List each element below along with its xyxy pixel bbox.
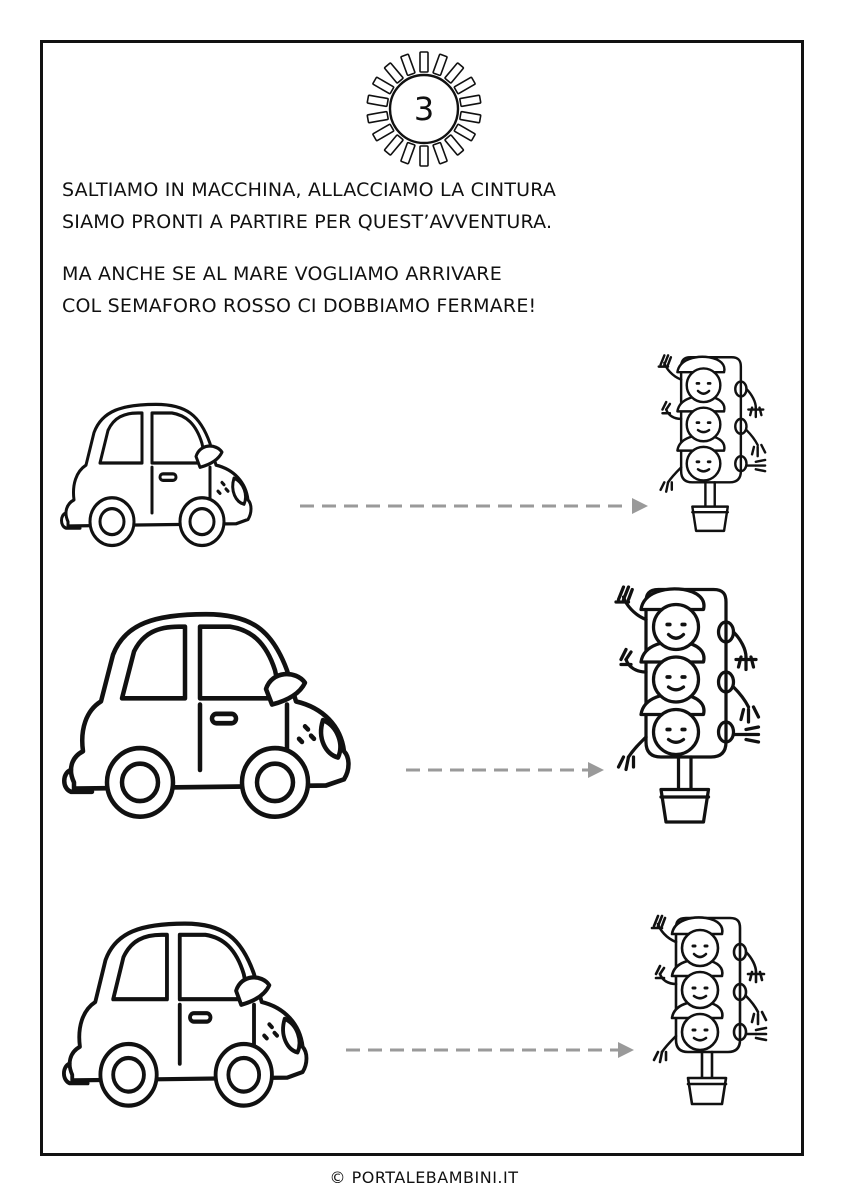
rhyme-line: SIAMO PRONTI A PARTIRE PER QUEST’AVVENTURA.: [62, 211, 553, 233]
dashed-arrow-icon: [404, 760, 606, 780]
rhyme-line: MA ANCHE SE AL MARE VOGLIAMO ARRIVARE: [62, 263, 502, 285]
car-icon: [60, 400, 260, 552]
page-number: 3: [413, 90, 435, 128]
rhyme-line: COL SEMAFORO ROSSO CI DOBBIAMO FERMARE!: [62, 295, 537, 317]
car-icon: [62, 918, 318, 1114]
footer-copyright: © PORTALEBAMBINI.IT: [329, 1168, 519, 1187]
car-icon: [62, 608, 362, 826]
dashed-arrow-icon: [344, 1040, 636, 1060]
traffic-light-icon: [610, 582, 762, 832]
rhyme-stanza-1: [62, 174, 762, 238]
traffic-light-icon: [655, 350, 767, 540]
page-number-badge: [365, 50, 483, 168]
rhyme-stanza-2: [62, 258, 762, 322]
rhyme-line: SALTIAMO IN MACCHINA, ALLACCIAMO LA CINTURA: [62, 179, 557, 201]
traffic-light-icon: [648, 912, 768, 1112]
dashed-arrow-icon: [298, 496, 650, 516]
